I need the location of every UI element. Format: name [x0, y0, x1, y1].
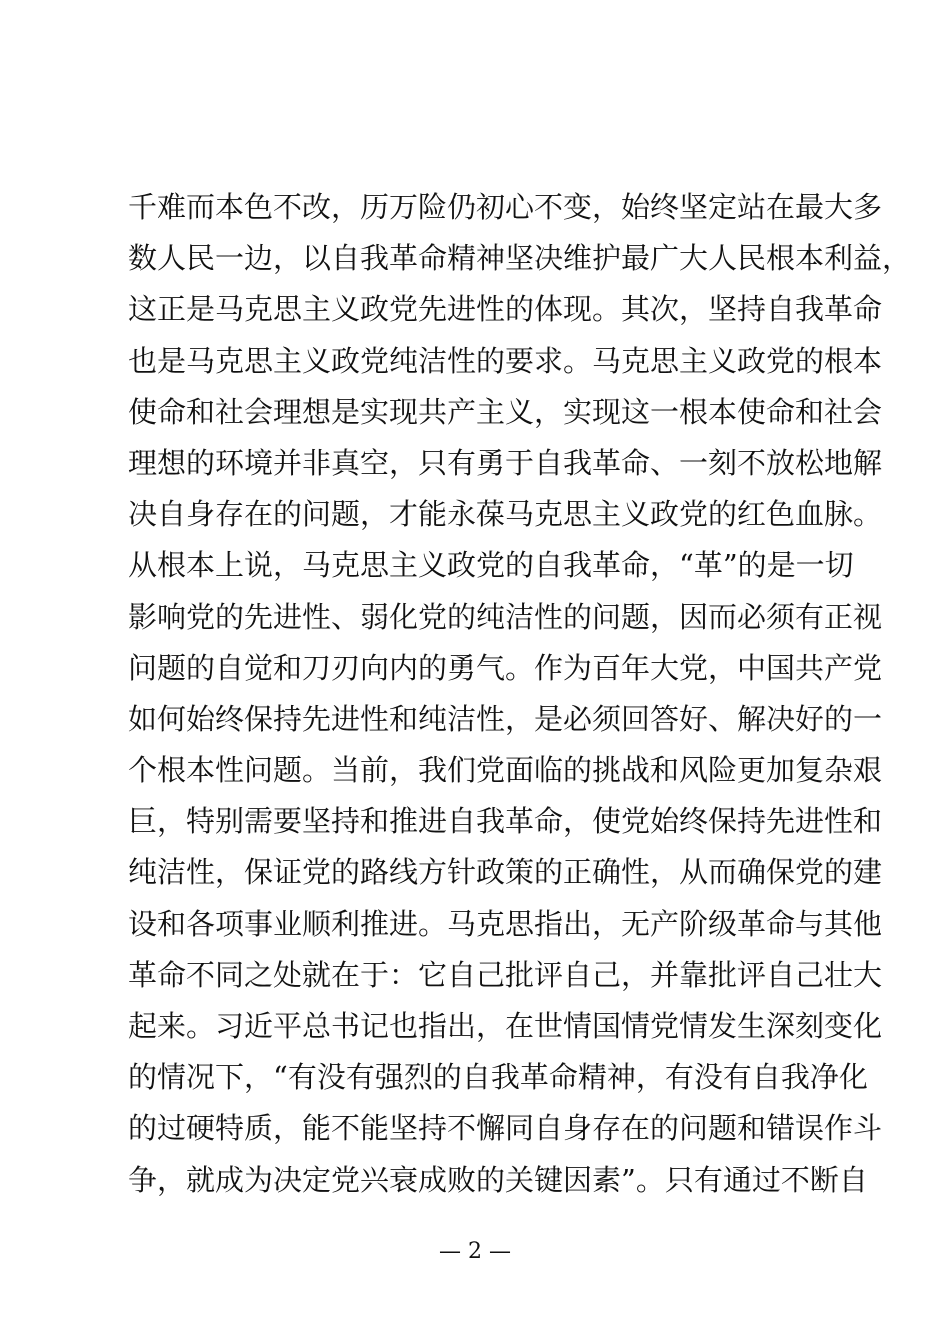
- text-line-6: 理想的环境并非真空，只有勇于自我革命、一刻不放松地解: [128, 445, 883, 480]
- text-line-18: 的情况下，“有没有强烈的自我革命精神，有没有自我净化: [128, 1060, 868, 1095]
- text-line-4: 也是马克思主义政党纯洁性的要求。马克思主义政党的根本: [128, 343, 883, 378]
- text-line-10: 问题的自觉和刀刃向内的勇气。作为百年大党，中国共产党: [128, 650, 883, 685]
- text-line-14: 纯洁性，保证党的路线方针政策的正确性，从而确保党的建: [128, 855, 883, 890]
- text-line-5: 使命和社会理想是实现共产主义，实现这一根本使命和社会: [128, 394, 883, 429]
- text-line-8: 从根本上说，马克思主义政党的自我革命，“革”的是一切: [128, 548, 854, 583]
- text-line-1: 千难而本色不改，历万险仍初心不变，始终坚定站在最大多: [128, 190, 883, 224]
- text-line-19: 的过硬特质，能不能坚持不懈同自身存在的问题和错误作斗: [128, 1111, 883, 1146]
- text-line-13: 巨，特别需要坚持和推进自我革命，使党始终保持先进性和: [128, 804, 883, 839]
- text-line-16: 革命不同之处就在于：它自己批评自己，并靠批评自己壮大: [128, 957, 883, 992]
- text-line-20: 争，就成为决定党兴衰成败的关键因素”。只有通过不断自: [128, 1162, 868, 1197]
- text-line-7: 决自身存在的问题，才能永葆马克思主义政党的红色血脉。: [128, 497, 883, 532]
- body-paragraph: [128, 182, 912, 1206]
- text-line-3: 这正是马克思主义政党先进性的体现。其次，坚持自我革命: [128, 292, 883, 327]
- text-line-9: 影响党的先进性、弱化党的纯洁性的问题，因而必须有正视: [128, 599, 883, 634]
- text-line-17: 起来。习近平总书记也指出，在世情国情党情发生深刻变化: [128, 1009, 883, 1043]
- text-line-2: 数人民一边，以自我革命精神坚决维护最广大人民根本利益，: [128, 241, 912, 276]
- text-line-15: 设和各项事业顺利推进。马克思指出，无产阶级革命与其他: [128, 906, 883, 941]
- text-line-12: 个根本性问题。当前，我们党面临的挑战和风险更加复杂艰: [128, 753, 883, 788]
- text-line-11: 如何始终保持先进性和纯洁性，是必须回答好、解决好的一: [128, 701, 883, 736]
- page-number: — 2 —: [439, 1239, 511, 1264]
